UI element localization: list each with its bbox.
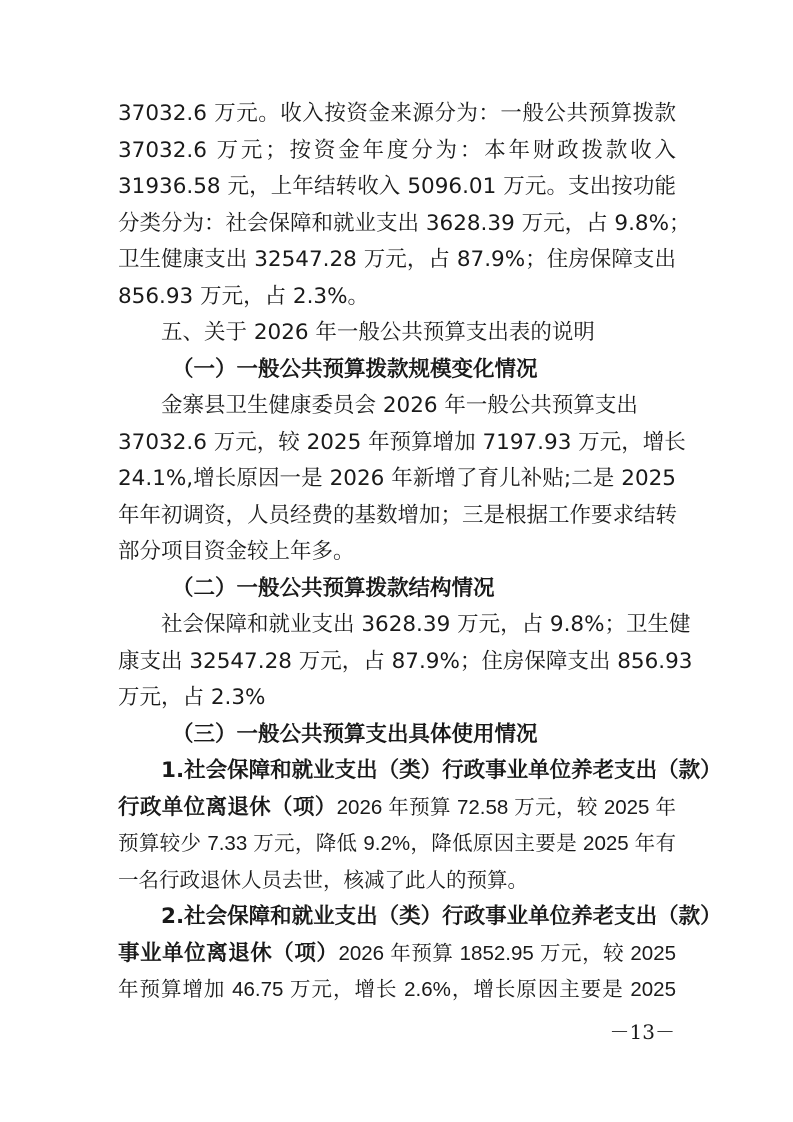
text-line: （二）一般公共预算拨款结构情况 (172, 575, 495, 601)
item-2-line-2 (118, 936, 676, 973)
document-page (118, 96, 722, 1009)
item-1 (118, 753, 722, 899)
text-line: 万元，占 2.3% (118, 685, 266, 710)
item-2-line-3: 年预算增加 46.75 万元，增长 2.6%，增长原因主要是 2025 (118, 978, 676, 1001)
text-line: 部分项目资金较上年多。 (118, 539, 355, 564)
item-1-line-2 (118, 790, 676, 827)
text-line: 康支出 32547.28 万元，占 87.9%；住房保障支出 856.93 (118, 648, 693, 674)
text-line: 37032.6 万元，较 2025 年预算增加 7197.93 万元，增长 (118, 429, 686, 455)
text-line: 856.93 万元，占 2.3%。 (118, 283, 370, 309)
item-1-subheading: 行政单位离退休（项） (118, 794, 337, 820)
text-line: 31936.58 元，上年结转收入 5096.01 万元。支出按功能 (118, 174, 676, 199)
item-2-body: 2026 年预算 1852.95 万元，较 2025 (338, 941, 676, 965)
text-line: 卫生健康支出 32547.28 万元，占 87.9%；住房保障支出 (118, 247, 676, 272)
text-line: 37032.6 万元。收入按资金来源分为：一般公共预算拨款 (118, 101, 676, 126)
item-2 (118, 899, 722, 1009)
text-line: 年年初调资，人员经费的基数增加；三是根据工作要求结转 (118, 502, 678, 528)
item-1-line-4: 一名行政退休人员去世，核减了此人的预算。 (118, 868, 528, 892)
text-line: （一）一般公共预算拨款规模变化情况 (172, 356, 538, 382)
text-line: 社会保障和就业支出 3628.39 万元，占 9.8%；卫生健 (161, 612, 691, 637)
item-2-subheading: 事业单位离退休（项） (118, 940, 339, 966)
text-line: 37032.6 万元；按资金年度分为：本年财政拨款收入 (118, 137, 676, 163)
item-1-body: 2026 年预算 72.58 万元，较 2025 年 (336, 795, 676, 819)
text-line: 金寨县卫生健康委员会 2026 年一般公共预算支出 (161, 393, 638, 418)
text-line: 分类分为：社会保障和就业支出 3628.39 万元，占 9.8%； (118, 210, 691, 236)
text-line: 24.1%,增长原因一是 2026 年新增了育儿补贴;二是 2025 (118, 466, 676, 491)
paragraph-lines (118, 96, 693, 753)
item-1-heading: 1.社会保障和就业支出（类）行政事业单位养老支出（款） (161, 758, 722, 783)
item-1-line-3: 预算较少 7.33 万元，降低 9.2%，降低原因主要是 2025 年有 (118, 832, 676, 855)
page-number: －13－ (609, 1020, 675, 1044)
text-line: 五、关于 2026 年一般公共预算支出表的说明 (161, 320, 595, 345)
text-line: （三）一般公共预算支出具体使用情况 (172, 721, 538, 747)
item-2-heading: 2.社会保障和就业支出（类）行政事业单位养老支出（款） (161, 904, 722, 929)
